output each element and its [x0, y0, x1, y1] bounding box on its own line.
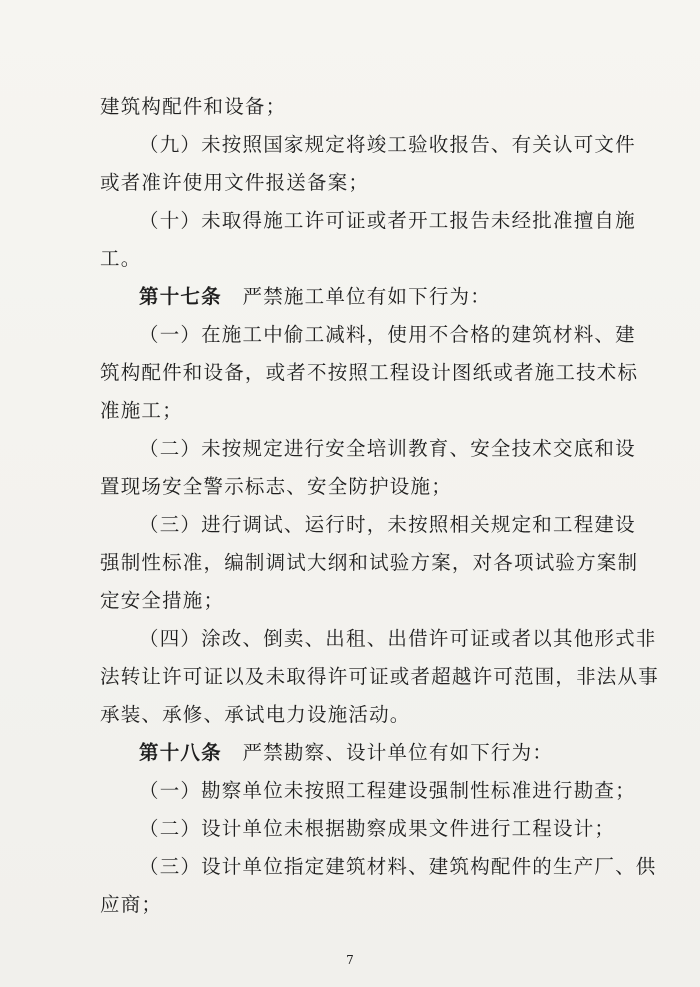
text-line: 置现场安全警示标志、安全防护设施； — [100, 475, 452, 498]
text-line: （一）勘察单位未按照工程建设强制性标准进行勘查； — [139, 779, 636, 802]
text-line: 强制性标准，编制调试大纲和试验方案，对各项试验方案制 — [100, 551, 639, 574]
text-line: 工。 — [100, 247, 142, 270]
text-line: （三）设计单位指定建筑材料、建筑构配件的生产厂、供 — [139, 855, 657, 878]
text-line: 准施工； — [100, 399, 183, 422]
page-number: 7 — [346, 953, 354, 967]
article-heading: 第十八条 — [139, 741, 222, 764]
text-line: 筑构配件和设备，或者不按照工程设计图纸或者施工技术标 — [100, 361, 639, 384]
text-line: 承装、承修、承试电力设施活动。 — [100, 703, 411, 726]
article-text: 严禁施工单位有如下行为： — [221, 285, 491, 308]
text-line: （二）设计单位未根据勘察成果文件进行工程设计； — [139, 817, 616, 840]
text-line: （三）进行调试、运行时，未按照相关规定和工程建设 — [139, 513, 636, 536]
text-line: 定安全措施； — [100, 589, 225, 612]
text-line: （二）未按规定进行安全培训教育、安全技术交底和设 — [139, 437, 636, 460]
article-text: 严禁勘察、设计单位有如下行为： — [221, 741, 554, 764]
text-line: （九）未按照国家规定将竣工验收报告、有关认可文件 — [139, 133, 636, 156]
text-line: （四）涂改、倒卖、出租、出借许可证或者以其他形式非 — [139, 627, 657, 650]
text-line: 或者准许使用文件报送备案； — [100, 171, 370, 194]
text-line: （十）未取得施工许可证或者开工报告未经批准擅自施 — [139, 209, 636, 232]
article-17-line — [100, 278, 600, 316]
article-heading: 第十七条 — [139, 285, 222, 308]
text-line: 法转让许可证以及未取得许可证或者超越许可范围，非法从事 — [100, 665, 659, 688]
text-line: 建筑构配件和设备； — [100, 95, 287, 118]
text-line: 应商； — [100, 893, 163, 916]
article-18-line — [100, 734, 600, 772]
document-body — [100, 88, 659, 924]
text-line: （一）在施工中偷工减料，使用不合格的建筑材料、建 — [139, 323, 636, 346]
